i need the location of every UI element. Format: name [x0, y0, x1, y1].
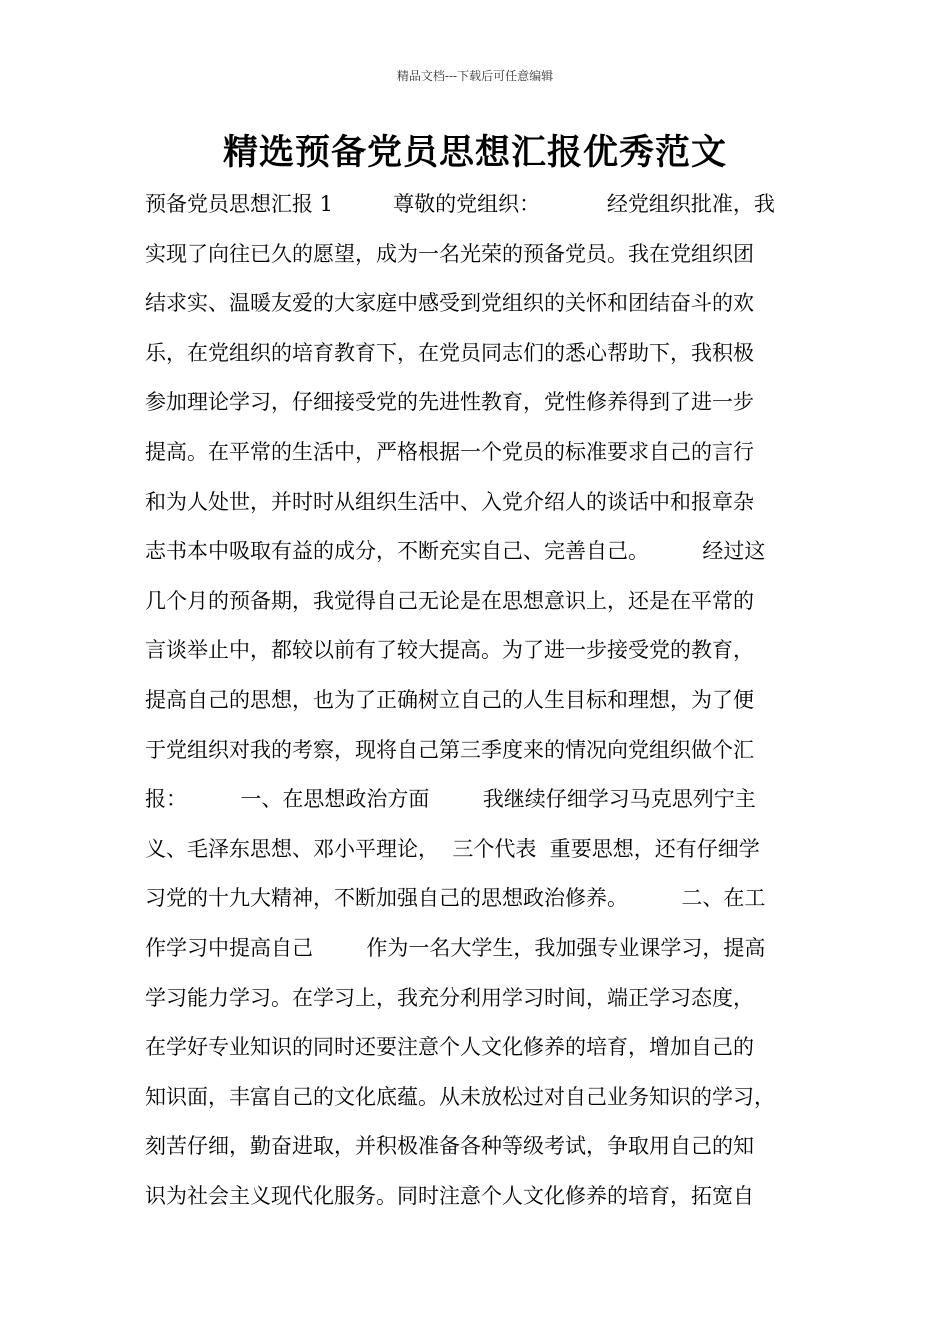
body-text	[145, 180, 825, 1221]
document-title: 精选预备党员思想汇报优秀范文	[222, 132, 727, 173]
text-line: 参加理论学习，仔细接受党的先进性教育，党性修养得到了进一步	[145, 390, 754, 415]
text-line: 志书本中吸取有益的成分，不断充实自己、完善自己。 经过这	[145, 539, 766, 564]
text-line: 提高自己的思想，也为了正确树立自己的人生目标和理想，为了便	[145, 687, 754, 712]
text-line: 作学习中提高自己 作为一名大学生，我加强专业课学习，提高	[145, 935, 766, 960]
text-line: 刻苦仔细，勤奋进取，并积极准备各种等级考试，争取用自己的知	[145, 1134, 754, 1159]
text-line: 几个月的预备期，我觉得自己无论是在思想意识上，还是在平常的	[145, 588, 754, 613]
text-line: 报： 一、在思想政治方面 我继续仔细学习马克思列宁主	[145, 787, 756, 812]
text-line: 义、毛泽东思想、邓小平理论， 三个代表 重要思想，还有仔细学	[145, 836, 760, 861]
text-line: 学习能力学习。在学习上，我充分利用学习时间，端正学习态度，	[145, 985, 754, 1010]
text-line: 识为社会主义现代化服务。同时注意个人文化修养的培育，拓宽自	[145, 1183, 754, 1208]
text-line: 习党的十九大精神，不断加强自己的思想政治修养。 二、在工	[145, 886, 766, 911]
text-line: 知识面，丰富自己的文化底蕴。从未放松过对自己业务知识的学习，	[145, 1084, 775, 1109]
text-line: 于党组织对我的考察，现将自己第三季度来的情况向党组织做个汇	[145, 737, 754, 762]
text-line: 结求实、温暖友爱的大家庭中感受到党组织的关怀和团结奋斗的欢	[145, 291, 754, 316]
text-line: 乐，在党组织的培育教育下，在党员同志们的悉心帮助下，我积极	[145, 340, 754, 365]
text-line: 预备党员思想汇报 1 尊敬的党组织： 经党组织批准，我	[145, 192, 775, 216]
text-line: 在学好专业知识的同时还要注意个人文化修养的培育，增加自己的	[145, 1035, 754, 1060]
text-line: 提高。在平常的生活中，严格根据一个党员的标准要求自己的言行	[145, 439, 754, 464]
text-line: 实现了向往已久的愿望，成为一名光荣的预备党员。我在党组织团	[145, 241, 754, 266]
header-note: 精品文档---下载后可任意编辑	[396, 69, 554, 83]
text-line: 和为人处世，并时时从组织生活中、入党介绍人的谈话中和报章杂	[145, 489, 754, 514]
text-line: 言谈举止中，都较以前有了较大提高。为了进一步接受党的教育，	[145, 638, 754, 663]
